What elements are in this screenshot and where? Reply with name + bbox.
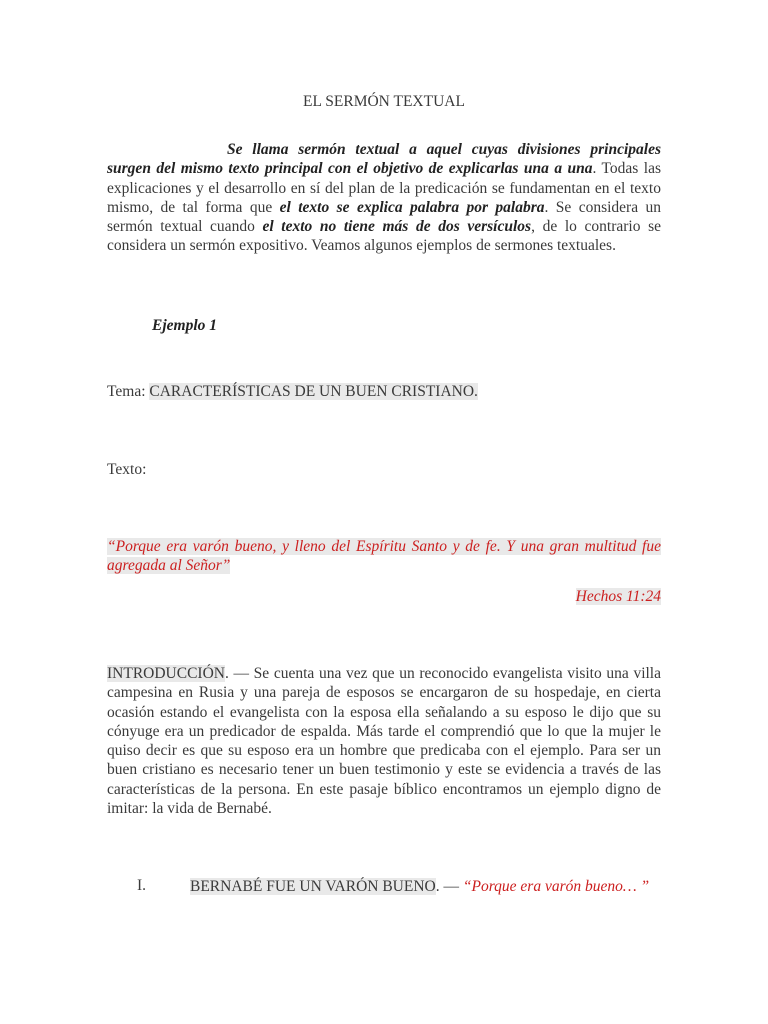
example-heading: Ejemplo 1: [152, 317, 218, 334]
intro-bold-explanation: el texto se explica palabra por palabra: [279, 198, 545, 216]
intro-bold-definition: Se llama sermón textual a aquel cuyas divisiones principales surgen del mismo texto principal con el objetivo de explicarlas una a una: [107, 141, 661, 178]
introduccion-text: . — Se cuenta una vez que un reconocido evangelista visito una villa campesina en Rusia y una pareja de esposos se encargaron de su hospedaje, en cierta ocasión estando el evangelista con la esposa ella señalando a su esposo le dijo que su cónyuge era un predicador de espalda. Más tarde el comprendió que lo que la mujer le quiso decir es que su esposo era un hombre que predicaba con el ejemplo. Para ser un buen cristiano es necesario tener un buen testimonio y este se evidencia a través de las características de la persona. En este pasaje bíblico encontramos un ejemplo digno de imitar: la vida de Bernabé.: [107, 665, 661, 818]
intro-text-1: . Todas las explicaciones y el desarrollo en sí del plan de la predicación se fundamentan en el texto mismo, de tal forma que: [107, 160, 661, 216]
intro-paragraph: [107, 140, 661, 256]
tema-value: CARACTERÍSTICAS DE UN BUEN CRISTIANO.: [149, 383, 478, 400]
tema-label: Tema:: [107, 383, 150, 400]
point-1-quote: “Porque era varón bueno… ”: [462, 878, 650, 895]
intro-text-2: . Se considera un sermón textual cuando: [107, 198, 662, 236]
point-1-numeral: I.: [137, 877, 147, 894]
point-1-line: [190, 877, 650, 896]
intro-bold-verses: el texto no tiene más de dos versículos: [262, 218, 532, 236]
tema-line: [107, 382, 661, 401]
introduccion-paragraph: [107, 664, 661, 818]
verse-quote-text: “Porque era varón bueno, y lleno del Espíritu Santo y de fe. Y una gran multitud fue agregada al Señor”: [107, 538, 661, 575]
introduccion-label: INTRODUCCIÓN: [107, 665, 225, 682]
verse-quote: [107, 537, 661, 576]
verse-reference-text: Hechos 11:24: [575, 588, 661, 605]
texto-label: Texto:: [107, 461, 147, 478]
verse-reference: [107, 587, 661, 606]
document-title: EL SERMÓN TEXTUAL: [303, 93, 465, 110]
point-1-dash: . —: [435, 878, 463, 895]
intro-text-3: , de lo contrario se considera un sermón expositivo. Veamos algunos ejemplos de sermones textuales.: [107, 218, 662, 255]
point-1-heading: BERNABÉ FUE UN VARÓN BUENO: [190, 878, 436, 895]
